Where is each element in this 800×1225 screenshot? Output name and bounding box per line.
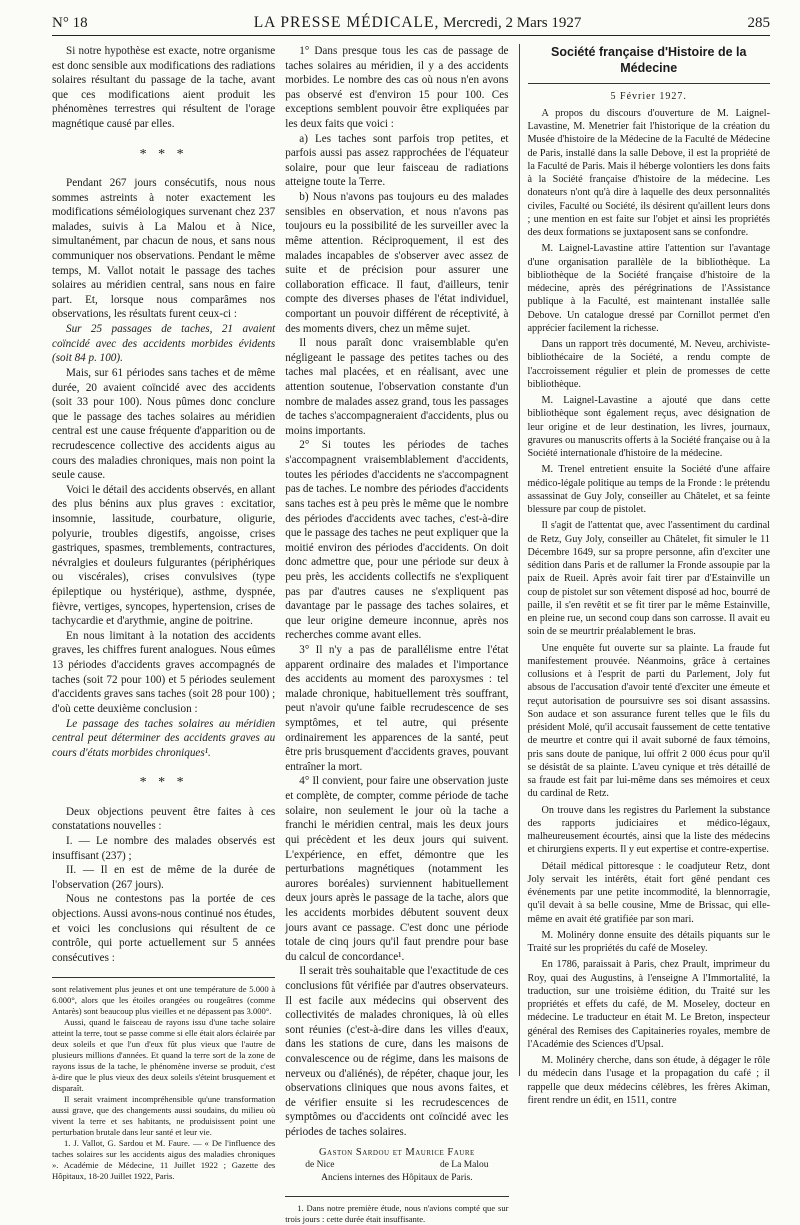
- section-separator: * * *: [139, 146, 188, 162]
- paragraph: M. Molinéry donne ensuite des détails piquants sur le Traité sur les propriétés du café de Moseley.: [527, 929, 770, 954]
- paragraph: a) Les taches sont parfois trop petites, et parfois aussi pas assez rapprochées de l'équateur solaire, pour que leur faisceau de radiations atteigne toute la Terre.: [285, 132, 509, 189]
- author-affiliation: Anciens internes des Hôpitaux de Paris.: [321, 1172, 473, 1183]
- session-date: 5 Février 1927.: [610, 90, 687, 102]
- paragraph: Pendant 267 jours consécutifs, nous nous sommes astreints à noter exactement les modifications séméiologiques survenant chez 237 malades, suivis à La Malou et à Nice, simultanément, par chacun de nous, et sans nous communiquer nos observations. Pendant le même temps, M. Vallot notait le passage des taches solaires au méridien central, sans nous en faire part. Et, lorsque nous comparâmes nos observations, les résultats furent ceux-ci :: [52, 176, 276, 321]
- footnote: 1. Dans notre première étude, nous n'avions compté que sur trois jours : cette durée était insuffisante.: [285, 1203, 509, 1225]
- paragraph: Si notre hypothèse est exacte, notre organisme est donc sensible aux modifications des radiations solaires résultant du passage de la tache, avant que ces modifications aient produit les phénomènes terrestres qui résultent de l'orage magnétique causé par elles.: [52, 45, 276, 131]
- journal-title: LA PRESSE MÉDICALE,: [253, 14, 440, 31]
- paragraph: A propos du discours d'ouverture de M. Laignel-Lavastine, M. Menetrier fait l'historique de la création du Musée d'histoire de la Médecine de la Faculté de Médecine de Paris, installé dans la salle Debove, il est la propriété de la Faculté de Paris. Mais il héberge volontiers les dons faits à la Société française d'histoire de la médecine. Les donateurs n'ont qu'à dire à laquelle des deux personnalités civiles, Faculté ou Société, ils désirent qu'aillent leurs dons ; une mention en est faite sur l'objet et ainsi les propriétés des deux formations se juxtaposent sans se confondre.: [527, 107, 770, 238]
- footnote-rule: [285, 1196, 508, 1197]
- footnotes: [285, 1203, 508, 1225]
- paragraph: Sur 25 passages de taches, 21 avaient coïncidé avec des accidents morbides évidents (soit 84 p. 100).: [52, 323, 276, 365]
- paragraph: 3° Il n'y a pas de parallélisme entre l'état apparent ordinaire des malades et l'importance des accidents au moment des paroxysmes : tel malade chronique, habituellement très souffrant, peut n'avoir qu'une faible recrudescence de ses symptômes, et tel autre, qui présente ordinairement les apparences de la santé, peut être pris brusquement d'accidents graves, pouvant entraîner la mort.: [285, 643, 509, 773]
- paragraph: 4° Il convient, pour faire une observation juste et complète, de compter, comme période de tache solaire, non seulement le jour où la tache a franchi le méridien central, mais les deux jours qui précèdent et les deux jours qui suivent. L'expérience, en effet, démontre que les perturbations magnétiques (notamment les aurores boréales) surviennent habituellement deux jours après le passage de la tache, alors que les accidents morbides débutent souvent deux jours avant ce passage. C'est donc une période totale de cinq jours qu'il faut prendre pour base du calcul de concordance¹.: [285, 775, 509, 963]
- footnote-rule: [52, 977, 275, 978]
- paragraph: M. Laignel-Lavastine a ajouté que dans cette bibliothèque sont également reçus, avec désignation de leur origine et de leur destination, les livres, journaux, gravures ou manuscrits offerts à la Société française ou à la Société internationale d'histoire de la médecine.: [527, 395, 770, 459]
- section-separator: * * *: [139, 775, 188, 791]
- issue-number: N° 18: [52, 15, 88, 31]
- paragraph: Une enquête fut ouverte sur sa plainte. La fraude fut manifestement prouvée. Néanmoins, grâce à certaines collusions et à l'esprit de parti du Parlement, Joly fut absous de l'accusation d'avoir tenté d'exciter une émeute et reçut autorisation de poursuivre ses soi disant assassins. Son audace et son assurance furent telles que le fils du président Molé, qu'il accusait faussement de cette tentative de meurtre et contre qui il avait suborné de faux témoins, pris sans doute de panique, lui offrit 2 000 écus pour qu'il se désistât de sa plainte. L'aveu cynique et très détaillé de sa fraude est fait par lui-même dans ses mémoires et ceux du cardinal de Retz.: [527, 642, 770, 800]
- paragraph: 2° Si toutes les périodes de taches s'accompagnent vraisemblablement d'accidents, toutes les périodes d'accidents ne s'accompagnent pas de taches. Le nombre des périodes d'accidents sans taches est à peu près le même que le nombre des périodes d'accidents avec taches, c'est-à-dire que le passage des taches ne peut expliquer que la moitié environ des périodes d'accidents. On doit donc admettre que, pour une période sur deux à peu près, les accidents collectifs ne s'expliquent pas par d'autres causes ne s'expliquent pas davantage par le passage des taches solaires, et que leur origine demeure inconnue, après nos recherches comme avant elles.: [285, 439, 509, 642]
- paragraph: b) Nous n'avons pas toujours eu des malades sensibles en observation, et nous n'avons pas toujours eu la possibilité de les surveiller avec la même attention. Réciproquement, il est des malades incapables de s'observer avec assez de suite et de précision pour assurer une collaboration efficace. Il faut, d'ailleurs, tenir compte des diverses phases de l'état individuel, comportant un pouvoir différent de réceptivité, à des moments divers, chez un même sujet.: [285, 191, 509, 335]
- paragraph: Nous ne contestons pas la portée de ces objections. Aussi avons-nous continué nos études, et voici les conclusions qui résultent de ce contrôle, qui porte actuellement sur 5 années consécutives :: [52, 893, 276, 964]
- paragraph: I. — Le nombre des malades observés est insuffisant (237) ;: [52, 834, 276, 862]
- column-3: [519, 44, 771, 1106]
- paragraph: Il serait très souhaitable que l'exactitude de ces conclusions fût vérifiée par d'autres observateurs. Il est facile aux médecins qui observent des collectivités de malades chroniques, là où elles sont réunies (c'est-à-dire dans les villes d'eaux, dans les stations de cure, dans les maisons de convalescence ou de régime, dans les maisons de nerveux ou d'aliénés), de répéter, chaque jour, les observations cliniques que nous avons faites, et de vérifier ensuite si les recrudescences de symptômes ou d'accidents ont coïncidé avec les périodes de taches solaires.: [285, 965, 509, 1139]
- paragraph: II. — Il en est de même de la durée de l'observation (267 jours).: [52, 864, 276, 891]
- paragraph: En nous limitant à la notation des accidents graves, les chiffres furent analogues. Nous eûmes 13 périodes d'accidents graves accompagnés de taches (soit 72 pour 100) et 5 périodes seulement d'accidents graves sans taches (soit 28 pour 100) ; d'où cette deuxième conclusion :: [52, 629, 276, 715]
- masthead: [254, 14, 582, 32]
- columns: [52, 44, 770, 1225]
- page-header: [52, 10, 770, 36]
- page-number: 285: [747, 15, 770, 31]
- footnote: Aussi, quand le faisceau de rayons issu d'une tache solaire atteint la terre, tout se passe comme si elle était alors éclairée par deux soleils et que l'un d'eux fût plus vieux que l'autre de plusieurs millions d'années. Et quand la terre sort de la zone de rayons issus de la tache, le phénomène inverse se produit, c'est à-dire que le plus vieux des deux soleils s'éteint brusquement et disparaît.: [52, 1017, 276, 1094]
- paragraph: Il s'agit de l'attentat que, avec l'assentiment du cardinal de Retz, Guy Joly, conseiller au Châtelet, fit simuler le 11 Décembre 1649, sur sa propre personne, afin d'exciter une sédition dans Paris et de rallumer la Fronde assoupie par la paix de Rueil. Après avoir fait tirer par d'Estainville un coup de pistolet sur son vêtement disposé ad hoc, bourré de paille, il s'en revêtit et se fit tirer par le même Estainville, en pleine rue, un second coup dans son carrosse. Il avait eu soin de se meurtrir préalablement le bras.: [527, 520, 770, 638]
- paragraph: Dans un rapport très documenté, M. Neveu, archiviste-bibliothécaire de la Société, a rendu compte de l'accroissement régulier et plein de promesses de cette bibliothèque.: [527, 339, 770, 390]
- section-title: Société française d'Histoire de la Médecine: [528, 44, 771, 84]
- column-2: [285, 44, 509, 1225]
- paragraph: M. Molinéry cherche, dans son étude, à dégager le rôle du médecin dans l'usage et la propagation du café ; il rappelle que deux médecins célèbres, les frères Akiman, firent rendre un édit, en 1511, contre: [527, 1055, 770, 1106]
- paragraph: Détail médical pittoresque : le coadjuteur Retz, dont Joly servait les intérêts, était fort gêné pendant ces événements par une petite incommodité, la blennorragie, qu'il devait à sa belle cousine, Mme de Brissac, qui elle-même en avait été gratifiée par son mari.: [527, 860, 770, 925]
- paragraph: M. Trenel entretient ensuite la Société d'une affaire médico-légale politique au temps de la Fronde : le prétendu assassinat de Guy Joly, conseiller au Châtelet, et sa feinte blessure par coup de pistolet.: [527, 464, 770, 515]
- author-locations: [285, 1159, 508, 1171]
- paragraph: Il nous paraît donc vraisemblable qu'en négligeant le passage des petites taches ou des taches mal placées, et en réalisant, avec une attention soutenue, l'observation constante d'un nombre de malades assez grand, tous les passages de taches s'accompagneraient d'accidents, plus ou moins importants.: [285, 337, 509, 437]
- paragraph: Le passage des taches solaires au méridien central peut déterminer des accidents graves au cours d'états morbides chroniques¹.: [52, 717, 276, 759]
- paragraph: Voici le détail des accidents observés, en allant des plus bénins aux plus graves : excitatior, insomnie, lassitude, courbature, oligurie, polyurie, troubles digestifs, angoisse, crises gastriques, spasmes, tremblements, contractures, névralgies et douleurs fulgurantes (périphériques ou viscérales), crises convulsives (type épileptique ou hystérique), asthme, dyspnée, fièvre, vertiges, syncopes, hypertension, crises de tachycardie et d'arythmie, angine de poitrine.: [52, 483, 276, 628]
- author-location: de Nice: [305, 1160, 335, 1171]
- footnote: sont relativement plus jeunes et ont une température de 5.000 à 6.000°, alors que les étoiles orangées ou rougeâtres (comme Antarès) sont beaucoup plus vieilles et ne dépassent pas 3.000°.: [52, 984, 276, 1017]
- column-1: [52, 44, 276, 1182]
- footnote: 1. J. Vallot, G. Sardou et M. Faure. — « De l'influence des taches solaires sur les accidents aigus des maladies chroniques ». Académie de Médecine, 11 Juillet 1922 ; Gazette des Hôpitaux, 18-20 Juillet 1922, Paris.: [52, 1138, 276, 1182]
- paragraph: Deux objections peuvent être faites à ces constatations nouvelles :: [52, 805, 276, 833]
- issue-date: Mercredi, 2 Mars 1927: [443, 15, 582, 31]
- footnotes: [52, 984, 275, 1182]
- author-signature: Gaston Sardou et Maurice Faure: [318, 1146, 475, 1158]
- paragraph: On trouve dans les registres du Parlement la substance des rapports judiciaires et médico-légaux, malheureusement écourtés, ainsi que la liste des médecins et chirurgiens experts. Il y eut expertise et contre-expertise.: [527, 804, 770, 856]
- author-location: de La Malou: [439, 1160, 489, 1171]
- section-body: [528, 90, 771, 1107]
- paragraph: M. Laignel-Lavastine attire l'attention sur l'avantage d'une organisation parallèle de la bibliothèque. La bibliothèque de la Société française d'histoire de la médecine, après des pérégrinations de l'Assistance publique à la Faculté, est maintenant installée salle Debove. Un catalogue dressé par Cornillot permet d'en apprécier facilement la richesse.: [527, 243, 770, 334]
- paragraph: Mais, sur 61 périodes sans taches et de même durée, 20 avaient coïncidé avec des accidents (soit 33 pour 100). Nous pûmes donc conclure que le passage des taches solaires au méridien central est une cause fréquente d'apparition ou de recrudescence collective des accidents aigus au cours des maladies chroniques, mais non point la seule cause.: [52, 366, 276, 482]
- paragraph: 1° Dans presque tous les cas de passage de taches solaires au méridien, il y a des accidents morbides. Le nombre des cas où nous n'en avons pas observé est d'environ 15 pour 100. Ces exceptions semblent pouvoir être expliquées par les deux faits que voici :: [285, 45, 509, 131]
- footnote: Il serait vraiment incompréhensible qu'une transformation aussi grave, que des changements aussi soudains, du milieu où vivent la terre et ses habitants, ne produisissent point une perturbation brutale dans leur santé et leur vie.: [52, 1094, 276, 1138]
- paragraph: En 1786, paraissait à Paris, chez Prault, imprimeur du Roy, quai des Augustins, à l'enseigne A l'Immortalité, la traduction, sur une troisième édition, du Traité sur les propriétés et effets du café, de M. Moseley, docteur en médecine. Le traducteur en était M. Le Breton, inspecteur général des Remises des Capitaineries royales, membre de l'Académie des Sciences d'Upsal.: [527, 959, 770, 1050]
